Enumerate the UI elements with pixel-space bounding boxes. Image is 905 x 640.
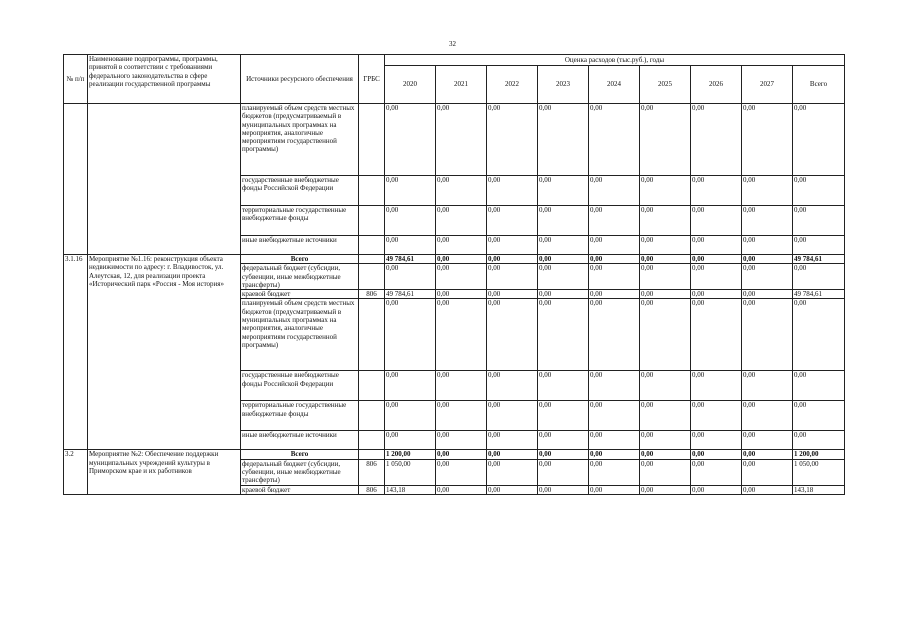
row-name: Мероприятие №2: Обеспечение поддержки муниципальных учреждений культуры в Приморском крае и их работников bbox=[88, 450, 241, 494]
value-cell: 0,00 bbox=[640, 206, 691, 236]
value-cell: 0,00 bbox=[436, 371, 487, 401]
header-grbs: ГРБС bbox=[359, 55, 385, 104]
value-cell: 0,00 bbox=[385, 401, 436, 431]
value-cell: 0,00 bbox=[742, 255, 793, 264]
value-cell: 0,00 bbox=[691, 104, 742, 176]
value-cell: 1 200,00 bbox=[385, 450, 436, 459]
value-cell: 0,00 bbox=[640, 176, 691, 206]
value-cell: 0,00 bbox=[538, 255, 589, 264]
budget-table bbox=[63, 54, 845, 495]
value-cell: 1 050,00 bbox=[793, 459, 845, 485]
header-year: 2023 bbox=[538, 66, 589, 104]
value-cell: 0,00 bbox=[742, 431, 793, 450]
value-cell: 0,00 bbox=[436, 264, 487, 290]
header-year: 2027 bbox=[742, 66, 793, 104]
source-cell: территориальные государственные внебюджетные фонды bbox=[241, 206, 359, 236]
value-cell: 49 784,61 bbox=[793, 255, 845, 264]
row-number: 3.2 bbox=[64, 450, 88, 494]
row-number: 3.1.16 bbox=[64, 255, 88, 450]
value-cell: 0,00 bbox=[538, 104, 589, 176]
grbs-cell bbox=[359, 104, 385, 176]
value-cell: 0,00 bbox=[589, 299, 640, 371]
value-cell: 0,00 bbox=[538, 431, 589, 450]
grbs-cell bbox=[359, 431, 385, 450]
value-cell: 0,00 bbox=[691, 290, 742, 299]
value-cell: 0,00 bbox=[589, 104, 640, 176]
header-year: 2025 bbox=[640, 66, 691, 104]
value-cell: 0,00 bbox=[487, 485, 538, 494]
value-cell: 0,00 bbox=[589, 176, 640, 206]
grbs-cell: 806 bbox=[359, 290, 385, 299]
value-cell: 49 784,61 bbox=[385, 290, 436, 299]
value-cell: 0,00 bbox=[640, 299, 691, 371]
value-cell: 0,00 bbox=[385, 431, 436, 450]
value-cell: 0,00 bbox=[691, 371, 742, 401]
value-cell: 0,00 bbox=[436, 255, 487, 264]
value-cell: 0,00 bbox=[436, 299, 487, 371]
grbs-cell: 806 bbox=[359, 459, 385, 485]
value-cell: 0,00 bbox=[487, 371, 538, 401]
value-cell: 0,00 bbox=[640, 255, 691, 264]
value-cell: 0,00 bbox=[691, 459, 742, 485]
value-cell: 143,18 bbox=[793, 485, 845, 494]
value-cell: 0,00 bbox=[589, 459, 640, 485]
value-cell: 0,00 bbox=[640, 236, 691, 255]
value-cell: 0,00 bbox=[793, 264, 845, 290]
value-cell: 0,00 bbox=[640, 459, 691, 485]
value-cell: 143,18 bbox=[385, 485, 436, 494]
value-cell: 0,00 bbox=[436, 176, 487, 206]
page-number: 32 bbox=[449, 40, 456, 48]
value-cell: 0,00 bbox=[742, 450, 793, 459]
value-cell: 0,00 bbox=[640, 264, 691, 290]
value-cell: 0,00 bbox=[589, 255, 640, 264]
grbs-cell bbox=[359, 236, 385, 255]
source-cell: иные внебюджетные источники bbox=[241, 431, 359, 450]
header-year: 2026 bbox=[691, 66, 742, 104]
grbs-cell bbox=[359, 176, 385, 206]
source-cell: планируемый объем средств местных бюджетов (предусматриваемый в муниципальных программах на мероприятия, аналогичные мероприятиям государственной программы) bbox=[241, 299, 359, 371]
table-row bbox=[64, 450, 845, 459]
source-cell: федеральный бюджет (субсидии, субвенции, иные межбюджетные трансферты) bbox=[241, 264, 359, 290]
row-name bbox=[88, 104, 241, 255]
value-cell: 0,00 bbox=[538, 401, 589, 431]
value-cell: 0,00 bbox=[487, 255, 538, 264]
value-cell: 0,00 bbox=[436, 459, 487, 485]
value-cell: 0,00 bbox=[589, 264, 640, 290]
row-number bbox=[64, 104, 88, 255]
value-cell: 0,00 bbox=[487, 236, 538, 255]
value-cell: 0,00 bbox=[691, 485, 742, 494]
value-cell: 0,00 bbox=[589, 485, 640, 494]
value-cell: 0,00 bbox=[487, 104, 538, 176]
value-cell: 0,00 bbox=[385, 299, 436, 371]
value-cell: 49 784,61 bbox=[793, 290, 845, 299]
value-cell: 0,00 bbox=[436, 290, 487, 299]
value-cell: 0,00 bbox=[538, 459, 589, 485]
value-cell: 0,00 bbox=[589, 206, 640, 236]
source-cell: Всего bbox=[241, 255, 359, 264]
value-cell: 0,00 bbox=[691, 401, 742, 431]
header-source: Источники ресурсного обеспечения bbox=[241, 55, 359, 104]
value-cell: 49 784,61 bbox=[385, 255, 436, 264]
value-cell: 0,00 bbox=[385, 104, 436, 176]
header-year: 2021 bbox=[436, 66, 487, 104]
value-cell: 0,00 bbox=[793, 236, 845, 255]
value-cell: 0,00 bbox=[436, 401, 487, 431]
value-cell: 0,00 bbox=[793, 206, 845, 236]
value-cell: 0,00 bbox=[436, 206, 487, 236]
header-year: 2024 bbox=[589, 66, 640, 104]
value-cell: 0,00 bbox=[436, 104, 487, 176]
value-cell: 0,00 bbox=[691, 206, 742, 236]
value-cell: 0,00 bbox=[538, 176, 589, 206]
value-cell: 0,00 bbox=[793, 401, 845, 431]
grbs-cell bbox=[359, 255, 385, 264]
value-cell: 0,00 bbox=[793, 371, 845, 401]
value-cell: 1 050,00 bbox=[385, 459, 436, 485]
value-cell: 0,00 bbox=[385, 371, 436, 401]
value-cell: 0,00 bbox=[742, 104, 793, 176]
value-cell: 0,00 bbox=[436, 431, 487, 450]
grbs-cell bbox=[359, 206, 385, 236]
grbs-cell bbox=[359, 450, 385, 459]
value-cell: 0,00 bbox=[742, 401, 793, 431]
row-name: Мероприятие №1.16: реконструкция объекта недвижимости по адресу: г. Владивосток, ул. Алеутская, 12, для реализации проекта «Исторический парк «Россия - Моя история» bbox=[88, 255, 241, 450]
value-cell: 0,00 bbox=[793, 176, 845, 206]
value-cell: 0,00 bbox=[385, 206, 436, 236]
value-cell: 0,00 bbox=[691, 299, 742, 371]
value-cell: 0,00 bbox=[742, 485, 793, 494]
value-cell: 0,00 bbox=[640, 485, 691, 494]
value-cell: 0,00 bbox=[487, 264, 538, 290]
value-cell: 0,00 bbox=[640, 104, 691, 176]
value-cell: 0,00 bbox=[487, 401, 538, 431]
value-cell: 0,00 bbox=[793, 104, 845, 176]
value-cell: 0,00 bbox=[793, 431, 845, 450]
value-cell: 0,00 bbox=[487, 176, 538, 206]
value-cell: 0,00 bbox=[538, 371, 589, 401]
value-cell: 1 200,00 bbox=[793, 450, 845, 459]
grbs-cell bbox=[359, 299, 385, 371]
value-cell: 0,00 bbox=[385, 176, 436, 206]
value-cell: 0,00 bbox=[589, 371, 640, 401]
value-cell: 0,00 bbox=[640, 431, 691, 450]
header-year: 2022 bbox=[487, 66, 538, 104]
value-cell: 0,00 bbox=[742, 206, 793, 236]
value-cell: 0,00 bbox=[487, 299, 538, 371]
value-cell: 0,00 bbox=[436, 236, 487, 255]
source-cell: краевой бюджет bbox=[241, 485, 359, 494]
source-cell: Всего bbox=[241, 450, 359, 459]
value-cell: 0,00 bbox=[589, 290, 640, 299]
value-cell: 0,00 bbox=[691, 431, 742, 450]
header-year: Всего bbox=[793, 66, 845, 104]
value-cell: 0,00 bbox=[742, 290, 793, 299]
value-cell: 0,00 bbox=[691, 450, 742, 459]
source-cell: федеральный бюджет (субсидии, субвенции, иные межбюджетные трансферты) bbox=[241, 459, 359, 485]
value-cell: 0,00 bbox=[640, 290, 691, 299]
value-cell: 0,00 bbox=[538, 264, 589, 290]
value-cell: 0,00 bbox=[487, 431, 538, 450]
source-cell: планируемый объем средств местных бюджетов (предусматриваемый в муниципальных программах на мероприятия, аналогичные мероприятиям государственной программы) bbox=[241, 104, 359, 176]
value-cell: 0,00 bbox=[385, 236, 436, 255]
value-cell: 0,00 bbox=[538, 485, 589, 494]
value-cell: 0,00 bbox=[691, 255, 742, 264]
grbs-cell bbox=[359, 371, 385, 401]
grbs-cell bbox=[359, 401, 385, 431]
grbs-cell bbox=[359, 264, 385, 290]
value-cell: 0,00 bbox=[640, 401, 691, 431]
value-cell: 0,00 bbox=[385, 264, 436, 290]
value-cell: 0,00 bbox=[538, 206, 589, 236]
header-year: 2020 bbox=[385, 66, 436, 104]
value-cell: 0,00 bbox=[538, 236, 589, 255]
header-name: Наименование подпрограммы, программы, принятой в соответствии с требованиями федерального законодательства в сфере реализации государственной программы bbox=[88, 55, 241, 104]
header-estimate: Оценка расходов (тыс.руб.), годы bbox=[385, 55, 845, 66]
value-cell: 0,00 bbox=[691, 264, 742, 290]
value-cell: 0,00 bbox=[640, 450, 691, 459]
value-cell: 0,00 bbox=[487, 206, 538, 236]
value-cell: 0,00 bbox=[538, 450, 589, 459]
value-cell: 0,00 bbox=[742, 236, 793, 255]
value-cell: 0,00 bbox=[436, 450, 487, 459]
value-cell: 0,00 bbox=[436, 485, 487, 494]
value-cell: 0,00 bbox=[742, 299, 793, 371]
value-cell: 0,00 bbox=[793, 299, 845, 371]
value-cell: 0,00 bbox=[589, 401, 640, 431]
grbs-cell: 806 bbox=[359, 485, 385, 494]
source-cell: иные внебюджетные источники bbox=[241, 236, 359, 255]
value-cell: 0,00 bbox=[487, 290, 538, 299]
value-cell: 0,00 bbox=[742, 459, 793, 485]
value-cell: 0,00 bbox=[742, 264, 793, 290]
value-cell: 0,00 bbox=[589, 431, 640, 450]
value-cell: 0,00 bbox=[538, 290, 589, 299]
value-cell: 0,00 bbox=[640, 371, 691, 401]
table-row bbox=[64, 255, 845, 264]
source-cell: территориальные государственные внебюджетные фонды bbox=[241, 401, 359, 431]
value-cell: 0,00 bbox=[589, 450, 640, 459]
value-cell: 0,00 bbox=[538, 299, 589, 371]
source-cell: государственные внебюджетные фонды Российской Федерации bbox=[241, 371, 359, 401]
source-cell: краевой бюджет bbox=[241, 290, 359, 299]
value-cell: 0,00 bbox=[487, 450, 538, 459]
value-cell: 0,00 bbox=[691, 236, 742, 255]
table-row bbox=[64, 104, 845, 176]
value-cell: 0,00 bbox=[691, 176, 742, 206]
header-no: № п/п bbox=[64, 55, 88, 104]
value-cell: 0,00 bbox=[589, 236, 640, 255]
source-cell: государственные внебюджетные фонды Российской Федерации bbox=[241, 176, 359, 206]
value-cell: 0,00 bbox=[742, 176, 793, 206]
value-cell: 0,00 bbox=[742, 371, 793, 401]
value-cell: 0,00 bbox=[487, 459, 538, 485]
